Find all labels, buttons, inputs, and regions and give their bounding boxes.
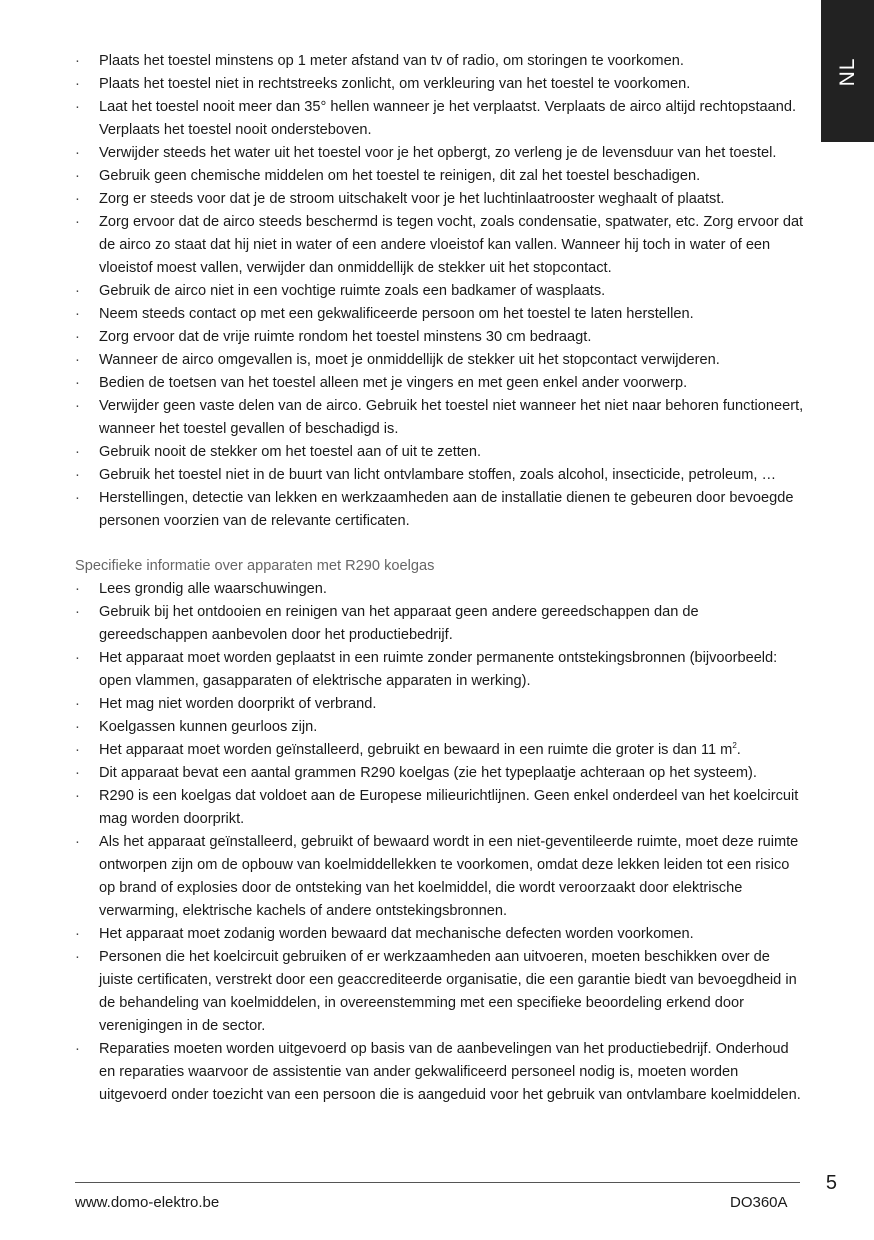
list-item: · Het mag niet worden doorprikt of verbrand. [75,693,805,716]
list-item: · Neem steeds contact op met een gekwalificeerde persoon om het toestel te laten herstellen. [75,303,805,326]
area-suffix: . [736,742,741,758]
footer-divider [75,1182,800,1183]
footer-url: www.domo-elektro.be [75,1194,220,1211]
area-text: Het apparaat moet worden geïnstalleerd, gebruikt en bewaard in een ruimte die groter is dan 11 m [99,742,733,758]
list-item: · Wanneer de airco omgevallen is, moet je onmiddellijk de stekker uit het stopcontact verwijderen. [75,349,805,372]
list-item: · Als het apparaat geïnstalleerd, gebruikt of bewaard wordt in een niet-geventileerde ruimte, moet deze ruimte ontworpen zijn om de opbouw van koelmiddellekken te voorkomen, omdat deze lekken leiden tot een risico op brand of explosies door de ontsteking van het koelmiddel, die wordt veroorzaakt door elektrische verwarming, elektrische kachels of andere ontstekingsbronnen. [75,831,805,923]
list-item: · Verwijder geen vaste delen van de airco. Gebruik het toestel niet wanneer het niet naar behoren functioneert, wanneer het toestel gevallen of beschadigd is. [75,395,805,441]
language-tab [821,0,874,142]
list-item: · Gebruik de airco niet in een vochtige ruimte zoals een badkamer of wasplaats. [75,280,805,303]
list-item: · Koelgassen kunnen geurloos zijn. [75,716,805,739]
language-label: NL [835,57,859,87]
list-item: · Verwijder steeds het water uit het toestel voor je het opbergt, zo verleng je de levensduur van het toestel. [75,142,805,165]
list-item: · Bedien de toetsen van het toestel alleen met je vingers en met geen enkel ander voorwerp. [75,372,805,395]
list-item: · Laat het toestel nooit meer dan 35° hellen wanneer je het verplaatst. Verplaats de airco altijd rechtopstaand. Verplaats het toestel nooit ondersteboven. [75,96,805,142]
page-number: 5 [825,1172,837,1194]
list-item: · Zorg ervoor dat de airco steeds beschermd is tegen vocht, zoals condensatie, spatwater, etc. Zorg ervoor dat de airco zo staat dat hij niet in water of een andere vloeistof kan vallen. Wanneer hij toch in water of een vloeistof moest vallen, verwijder dan onmiddellijk de stekker uit het stopcontact. [75,211,805,280]
list-item: · Gebruik het toestel niet in de buurt van licht ontvlambare stoffen, zoals alcohol, insecticide, petroleum, … [75,464,805,487]
area-superscript: 2 [732,741,737,751]
list-item: · Plaats het toestel niet in rechtstreeks zonlicht, om verkleuring van het toestel te voorkomen. [75,73,805,96]
list-item: · Zorg ervoor dat de vrije ruimte rondom het toestel minstens 30 cm bedraagt. [75,326,805,349]
list-item: · Zorg er steeds voor dat je de stroom uitschakelt voor je het luchtinlaatrooster weghaalt of plaatst. [75,188,805,211]
list-item: · Gebruik geen chemische middelen om het toestel te reinigen, dit zal het toestel beschadigen. [75,165,805,188]
list-item: · Gebruik bij het ontdooien en reinigen van het apparaat geen andere gereedschappen dan de gereedschappen aanbevolen door het productiebedrijf. [75,601,805,647]
list-item: · Personen die het koelcircuit gebruiken of er werkzaamheden aan uitvoeren, moeten beschikken over de juiste certificaten, verstrekt door een geaccrediteerde organisatie, die een garantie biedt van bevoegdheid in de behandeling van koelmiddelen, in overeenstemming met een specifieke beoordeling erkend door verenigingen in de sector. [75,946,805,1038]
safety-list-r290 [75,578,805,1107]
list-item: · R290 is een koelgas dat voldoet aan de Europese milieurichtlijnen. Geen enkel onderdeel van het koelcircuit mag worden doorprikt. [75,785,805,831]
list-item: · Het apparaat moet zodanig worden bewaard dat mechanische defecten worden voorkomen. [75,923,805,946]
list-item: · Herstellingen, detectie van lekken en werkzaamheden aan de installatie dienen te gebeuren door bevoegde personen voorzien van de relevante certificaten. [75,487,805,533]
footer-model: DO360A [730,1194,788,1211]
section-title: Specifieke informatie over apparaten met R290 koelgas [75,558,435,574]
document-body [75,50,805,1107]
list-item: · Het apparaat moet worden geplaatst in een ruimte zonder permanente ontstekingsbronnen (bijvoorbeeld: open vlammen, gasapparaten of elektrische apparaten in werking). [75,647,805,693]
list-item: · Plaats het toestel minstens op 1 meter afstand van tv of radio, om storingen te voorkomen. [75,50,805,73]
list-item-area [75,739,805,762]
list-item: · Gebruik nooit de stekker om het toestel aan of uit te zetten. [75,441,805,464]
list-item: · Lees grondig alle waarschuwingen. [75,578,805,601]
safety-list-general [75,50,805,533]
list-item: · Reparaties moeten worden uitgevoerd op basis van de aanbevelingen van het productiebedrijf. Onderhoud en reparaties waarvoor de assistentie van ander gekwalificeerd personeel nodig is, moeten worden uitgevoerd onder toezicht van een persoon die is aangeduid voor het gebruik van ontvlambare koelmiddelen. [75,1038,805,1107]
list-item: · Dit apparaat bevat een aantal grammen R290 koelgas (zie het typeplaatje achteraan op het systeem). [75,762,805,785]
